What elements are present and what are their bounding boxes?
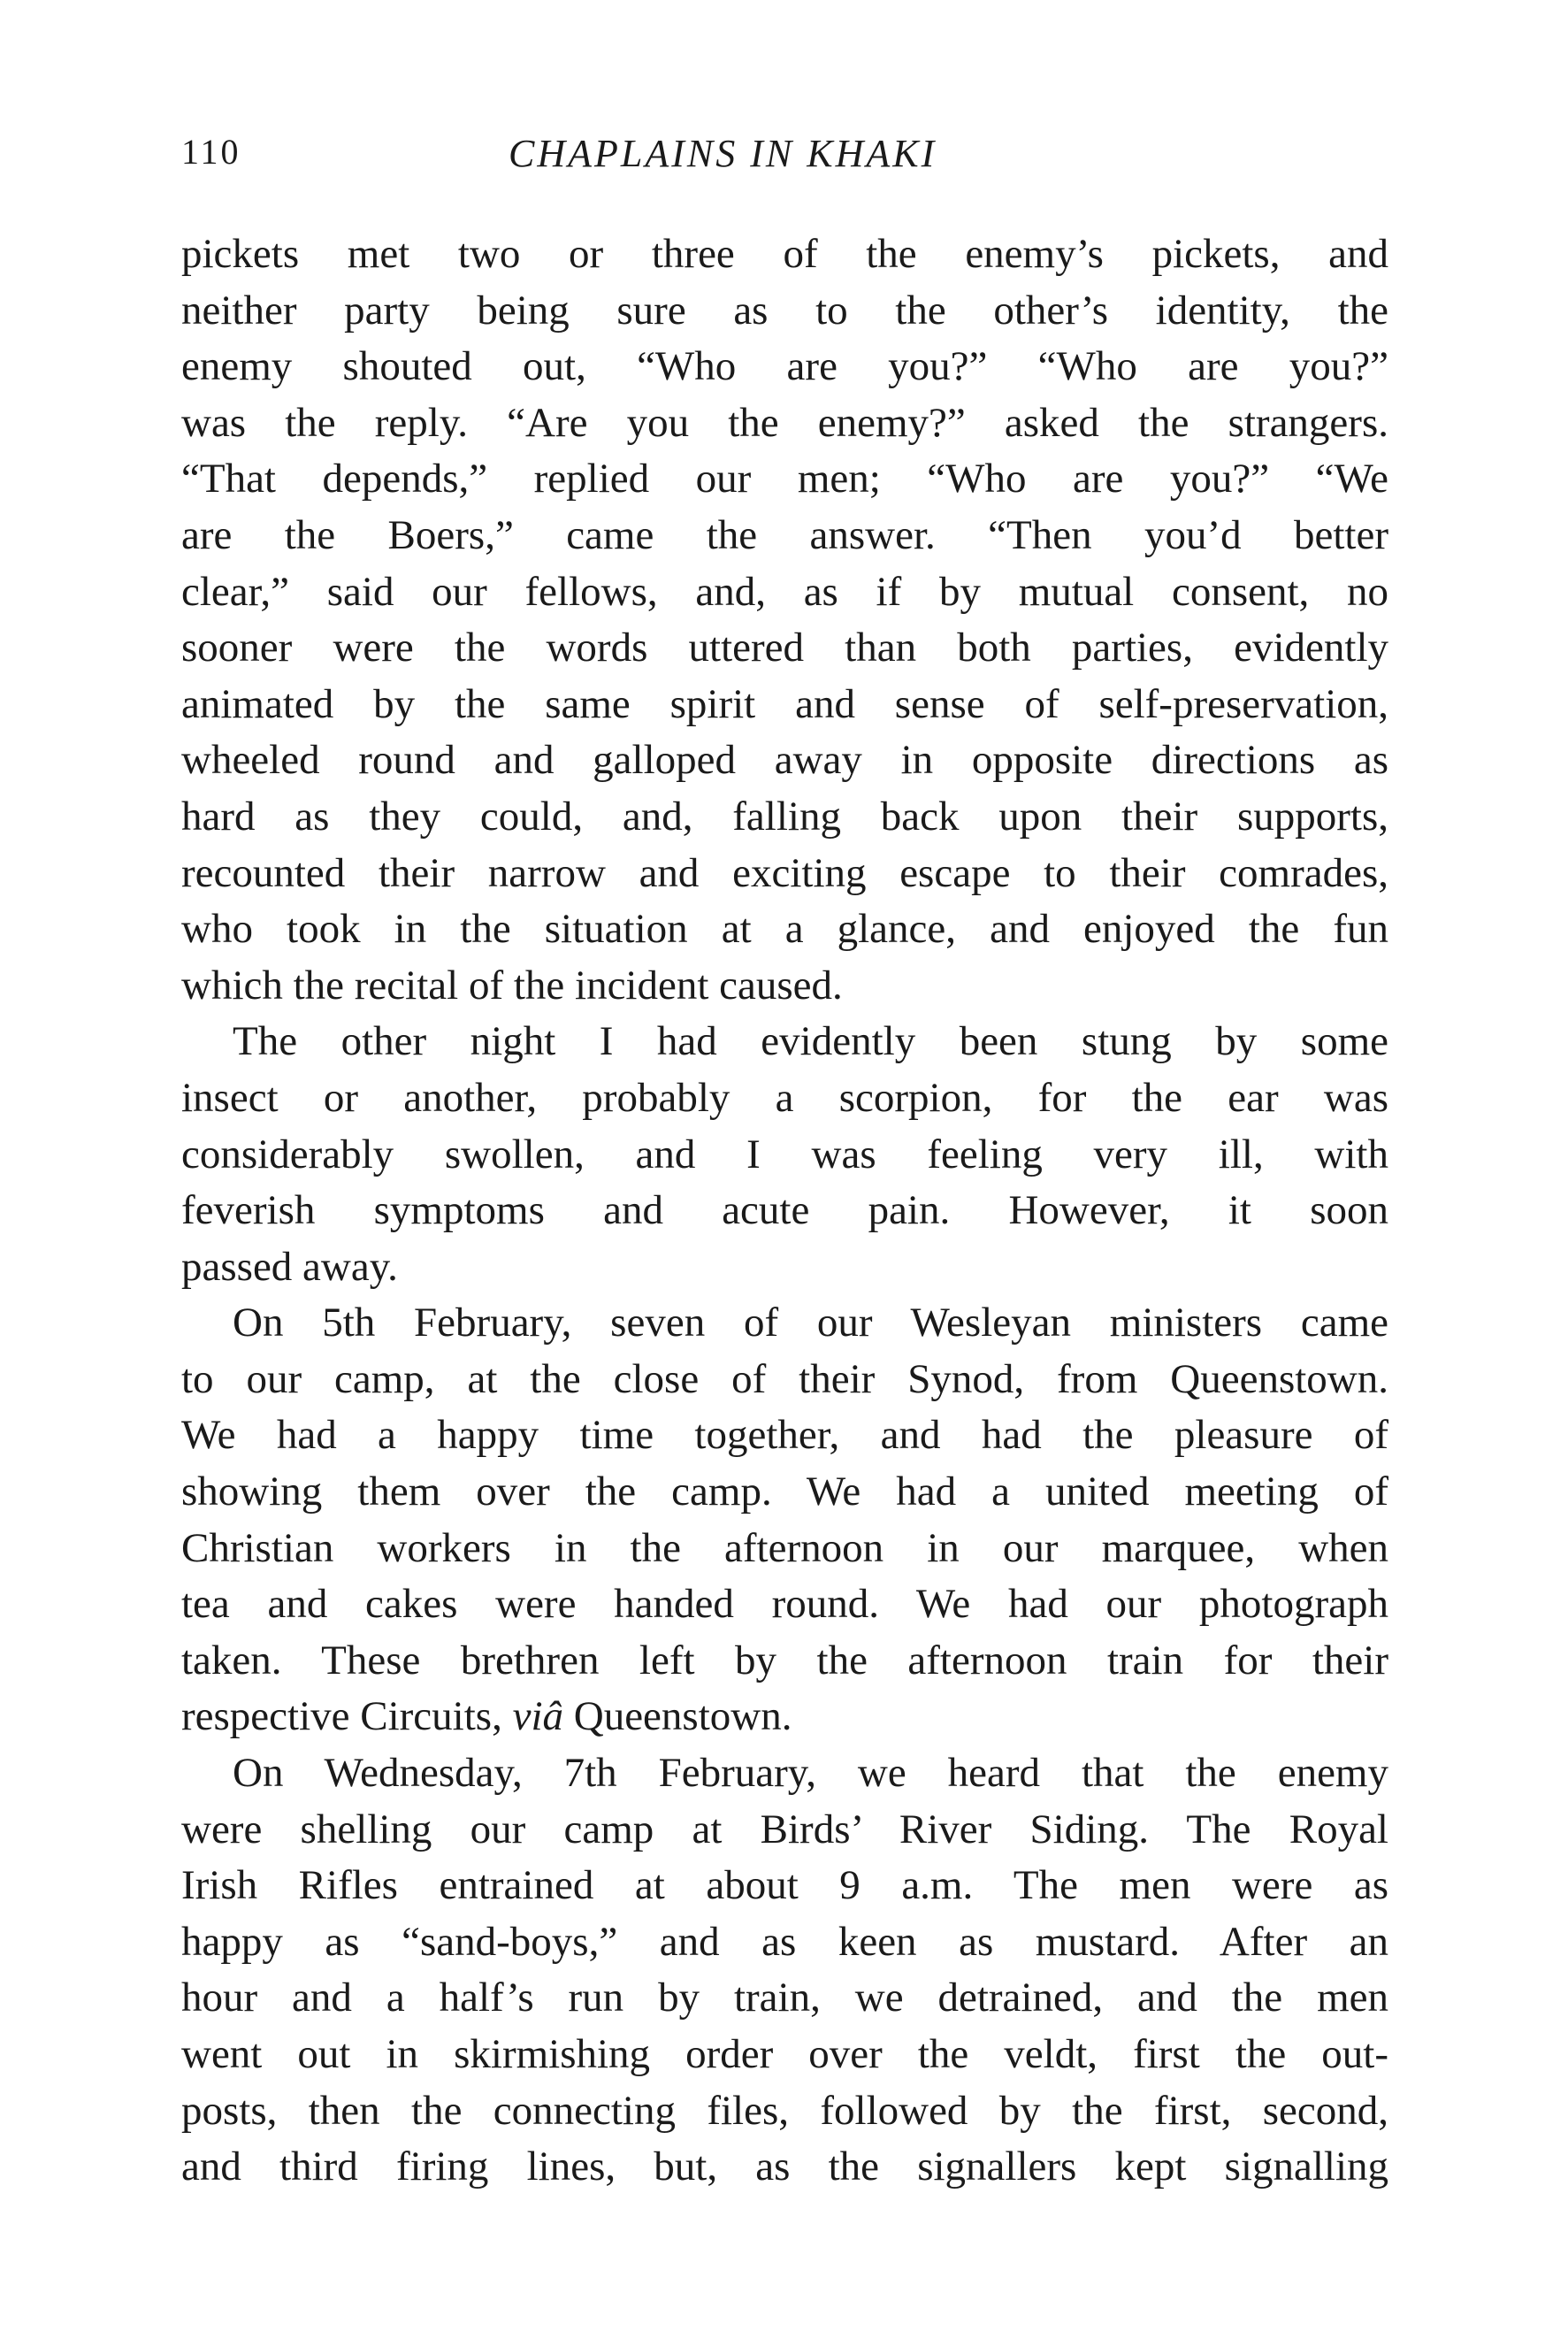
text-line: pickets met two or three of the enemy’s pickets, and <box>181 231 1388 277</box>
text-line: animated by the same spirit and sense of self-preservation, <box>181 680 1388 727</box>
text-line: showing them over the camp. We had a united meeting of <box>181 1469 1388 1515</box>
text-line: neither party being sure as to the other’s identity, the <box>181 287 1388 334</box>
text-line <box>181 1689 1388 1745</box>
text-segment: Queenstown. <box>563 1693 792 1740</box>
text-line: The other night I had evidently been stung by some <box>233 1018 1388 1065</box>
text-line: went out in skirmishing order over the veldt, first the out- <box>181 2031 1388 2077</box>
text-line: Irish Rifles entrained at about 9 a.m. The men were as <box>181 1862 1388 1909</box>
text-line: sooner were the words uttered than both parties, evidently <box>181 625 1388 671</box>
paragraph-2 <box>181 1014 1388 1295</box>
text-line: to our camp, at the close of their Synod, from Queenstown. <box>181 1355 1388 1402</box>
paragraph-4 <box>181 1745 1388 2196</box>
text-line: enemy shouted out, “Who are you?” “Who are you?” <box>181 343 1388 390</box>
text-line: were shelling our camp at Birds’ River Siding. The Royal <box>181 1806 1388 1852</box>
text-line: considerably swollen, and I was feeling very ill, with <box>181 1131 1388 1177</box>
text-line: We had a happy time together, and had the pleasure of <box>181 1412 1388 1459</box>
text-line: hard as they could, and, falling back upon their supports, <box>181 793 1388 840</box>
running-head <box>181 131 1388 184</box>
text-line: “That depends,” replied our men; “Who are you?” “We <box>181 456 1388 502</box>
text-line: who took in the situation at a glance, and enjoyed the fun <box>181 906 1388 953</box>
paragraph-1 <box>181 226 1388 1014</box>
text-line: wheeled round and galloped away in opposite directions as <box>181 737 1388 784</box>
text-line: are the Boers,” came the answer. “Then you’d better <box>181 511 1388 558</box>
text-line: Christian workers in the afternoon in our marquee, when <box>181 1524 1388 1571</box>
text-segment: respective Circuits, <box>181 1693 513 1740</box>
page-number: 110 <box>181 132 241 172</box>
text-line: insect or another, probably a scorpion, for the ear was <box>181 1074 1388 1121</box>
body-text <box>181 226 1388 2196</box>
text-line: feverish symptoms and acute pain. However, it soon <box>181 1187 1388 1234</box>
text-line: hour and a half’s run by train, we detrained, and the men <box>181 1975 1388 2021</box>
running-title: CHAPLAINS IN KHAKI <box>509 132 937 175</box>
text-line: On Wednesday, 7th February, we heard that the enemy <box>233 1750 1388 1797</box>
italic-word: viâ <box>512 1693 563 1740</box>
text-line: posts, then the connecting files, followed by the first, second, <box>181 2087 1388 2134</box>
text-line: and third firing lines, but, as the signallers kept signalling <box>181 2143 1388 2190</box>
text-line: On 5th February, seven of our Wesleyan ministers came <box>233 1300 1388 1346</box>
paragraph-3 <box>181 1295 1388 1745</box>
text-line: passed away. <box>181 1243 398 1290</box>
text-line: which the recital of the incident caused. <box>181 962 843 1008</box>
text-line: happy as “sand-boys,” and as keen as mustard. After an <box>181 1918 1388 1965</box>
text-line: was the reply. “Are you the enemy?” asked the strangers. <box>181 399 1388 446</box>
text-line: taken. These brethren left by the afternoon train for their <box>181 1637 1388 1683</box>
text-line: tea and cakes were handed round. We had our photograph <box>181 1581 1388 1628</box>
text-line: recounted their narrow and exciting escape to their comrades, <box>181 849 1388 896</box>
text-line: clear,” said our fellows, and, as if by mutual consent, no <box>181 568 1388 615</box>
